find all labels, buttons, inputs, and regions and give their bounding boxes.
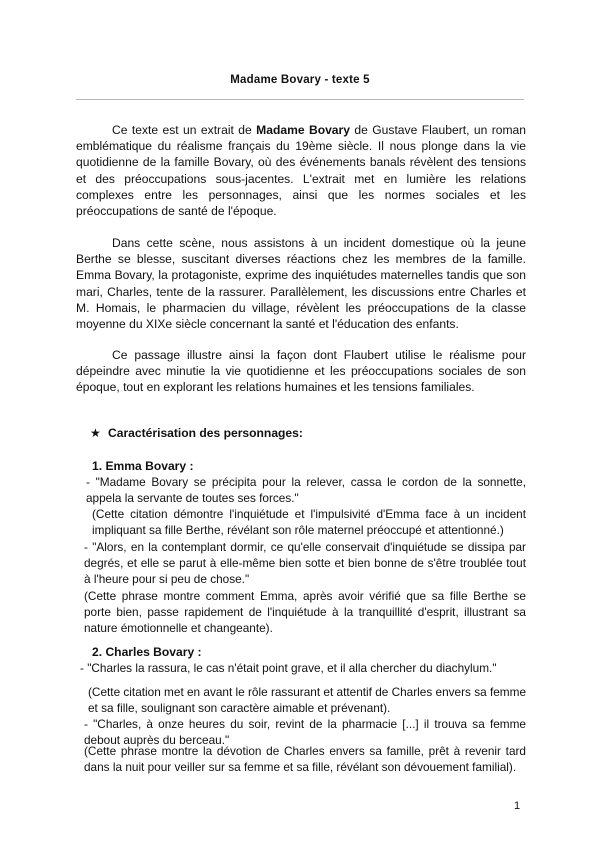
section-title: Caractérisation des personnages: [108,426,303,440]
charles-quote-2: - "Charles, à onze heures du soir, revint de la pharmacie [...] il trouva sa femme debout auprès du berceau." [84,717,526,748]
page-title: Madame Bovary - texte 5 [230,74,370,86]
charles-comment-1: (Cette citation met en avant le rôle rassurant et attentif de Charles envers sa femme et sa fille, soulignant son caractère aimable et prévenant). [88,685,527,716]
charles-heading: 2. Charles Bovary : [92,645,202,659]
star-icon: ★ [90,426,101,440]
page-number: 1 [514,800,521,812]
intro-p1-start: Ce texte est un extrait de [112,123,257,137]
emma-comment-1: (Cette citation démontre l'inquiétude et l'impulsivité d'Emma face à un incident impliquant sa fille Berthe, révélant son rôle maternel préoccupé et attentionné.) [92,507,526,538]
intro-paragraph-1 [76,122,526,219]
emma-quote-2: - "Alors, en la contemplant dormir, ce qu'elle conservait d'inquiétude se dissipa par degrés, et elle se parut à elle-même bien sotte et bien bonne de s'être troublée tout à l'heure pour si peu de chose." [84,540,526,587]
intro-p1-book-title: Madame Bovary [256,123,350,137]
emma-quote-1: - "Madame Bovary se précipita pour la relever, cassa le cordon de la sonnette, appela la servante de toutes ses forces." [86,475,526,506]
title-divider [76,99,524,100]
section-heading [90,426,303,440]
charles-comment-2: (Cette phrase montre la dévotion de Charles envers sa famille, prêt à revenir tard dans la nuit pour veiller sur sa femme et sa fille, révélant son dévouement familial). [84,744,526,775]
intro-paragraph-2 [76,235,526,332]
intro-p2-text: Dans cette scène, nous assistons à un incident domestique où la jeune Berthe se blesse, suscitant diverses réactions chez les membres de la famille. Emma Bovary, la protagoniste, exprime des inquiétudes maternelles tandis que son mari, Charles, tente de la rassurer. Parallèlement, les discussions entre Charles et M. Homais, le pharmacien du village, révèlent les préoccupations de la classe moyenne du XIXe siècle concernant la santé et l'éducation des enfants. [76,236,526,332]
intro-p1-rest: de Gustave Flaubert, un roman emblématique du réalisme français du 19ème siècle. Il nous plonge dans la vie quotidienne de la famille Bovary, où des événements banals révèlent des tensions et des préoccupations sous-jacentes. L'extrait met en lumière les relations complexes entre les personnages, ainsi que les normes sociales et les préoccupations de santé de l'époque. [76,123,527,219]
emma-heading: 1. Emma Bovary : [92,459,194,473]
intro-paragraph-3 [76,347,526,396]
charles-quote-1: - "Charles la rassura, le cas n'était point grave, et il alla chercher du diachylum." [80,661,497,675]
intro-p3-text: Ce passage illustre ainsi la façon dont Flaubert utilise le réalisme pour dépeindre avec minutie la vie quotidienne et les préoccupations sociales de son époque, tout en explorant les relations humaines et les tensions familiales. [76,348,526,395]
emma-comment-2: (Cette phrase montre comment Emma, après avoir vérifié que sa fille Berthe se porte bien, passe rapidement de l'inquiétude à la tranquillité d'esprit, illustrant sa nature émotionnelle et changeante). [84,589,526,636]
